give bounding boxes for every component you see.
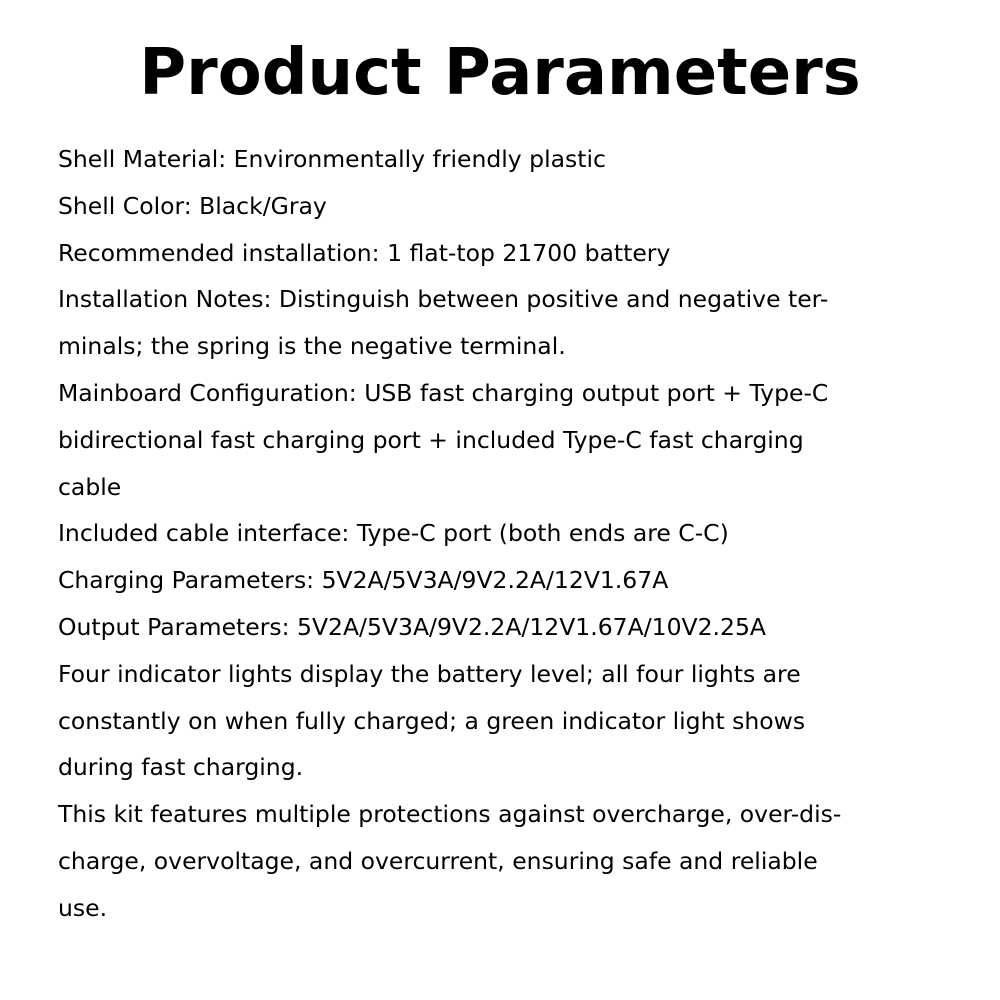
text-line-output-parameters: Output Parameters: 5V2A/5V3A/9V2.2A/12V1.67A/10V2.25A (58, 612, 767, 641)
parameters-text-block (58, 136, 958, 932)
text-line-installation-notes-1: Installation Notes: Distinguish between positive and negative ter- (58, 285, 829, 314)
text-line-cable-interface: Included cable interface: Type-C port (both ends are C-C) (58, 519, 729, 548)
text-line-mainboard-config-3: cable (58, 472, 122, 501)
text-line-shell-material: Shell Material: Environmentally friendly plastic (58, 145, 606, 173)
text-line-recommended-installation: Recommended installation: 1 flat-top 21700 battery (58, 238, 671, 267)
text-line-mainboard-config-1: Mainboard Configuration: USB fast charging output port + Type-C (58, 378, 829, 407)
text-line-indicator-lights-3: during fast charging. (58, 753, 304, 782)
text-line-protections-3: use. (58, 893, 108, 922)
text-line-shell-color: Shell Color: Black/Gray (58, 191, 327, 220)
text-line-indicator-lights-2: constantly on when fully charged; a green indicator light shows (58, 706, 806, 735)
text-line-indicator-lights-1: Four indicator lights display the battery level; all four lights are (58, 659, 801, 688)
text-line-protections-1: This kit features multiple protections against overcharge, over-dis- (58, 800, 842, 829)
text-line-mainboard-config-2: bidirectional fast charging port + included Type-C fast charging (58, 425, 804, 454)
text-line-installation-notes-2: minals; the spring is the negative terminal. (58, 332, 566, 361)
text-line-charging-parameters: Charging Parameters: 5V2A/5V3A/9V2.2A/12V1.67A (58, 566, 669, 595)
text-line-protections-2: charge, overvoltage, and overcurrent, ensuring safe and reliable (58, 846, 818, 875)
page-title: Product Parameters (139, 36, 861, 110)
